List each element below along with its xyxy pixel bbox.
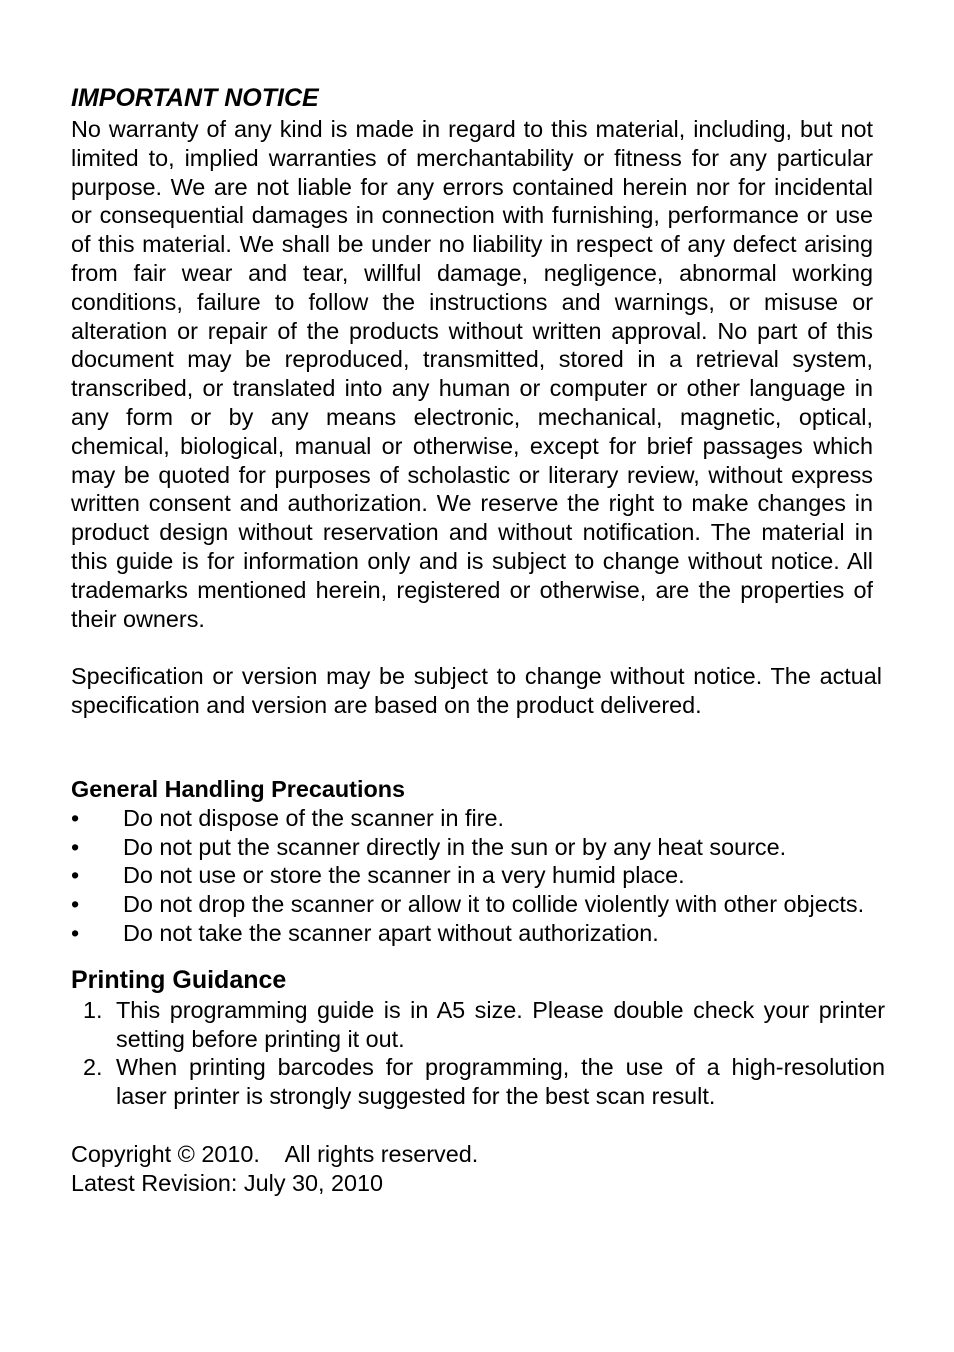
bullet-icon: •	[71, 919, 80, 946]
bullet-icon: •	[71, 891, 80, 918]
list-item-text: Do not dispose of the scanner in fire.	[123, 804, 504, 831]
list-item-text: Do not drop the scanner or allow it to collide violently with other objects.	[123, 891, 865, 918]
notice-body: No warranty of any kind is made in regard to this material, including, but not limited to, implied warranties of merchantability or fitness for any particular purpose. We are not liable for any errors contained herein nor for incidental or consequential damages in connection with furnishing, performance or use of this material. We shall be under no liability in respect of any defect arising from fair wear and tear, willful damage, negligence, abnormal working conditions, failure to follow the instructions and warnings, or misuse or alteration or repair of the products without written approval. No part of this document may be reproduced, transmitted, stored in a retrieval system, transcribed, or translated into any human or computer or other language in any form or by any means electronic, mechanical, magnetic, optical, chemical, biological, manual or otherwise, except for brief passages which may be quoted for purposes of scholastic or literary review, without express written consent and authorization. We reserve the right to make changes in product design without reservation and without notification. The material in this guide is for information only and is subject to change without notice. All trademarks mentioned herein, registered or otherwise, are the properties of their owners.	[71, 116, 873, 632]
copyright-text: Copyright © 2010. All rights reserved.	[71, 1140, 479, 1167]
list-item	[71, 1053, 885, 1111]
bullet-icon: •	[71, 833, 80, 860]
handling-list	[71, 804, 885, 948]
notice-title: IMPORTANT NOTICE	[71, 84, 319, 112]
bullet-icon: •	[71, 804, 80, 831]
list-item	[71, 890, 885, 919]
list-item	[71, 861, 885, 890]
bullet-icon: •	[71, 862, 80, 889]
list-item	[71, 919, 885, 948]
list-number: 2.	[83, 1054, 103, 1081]
list-item	[71, 804, 885, 833]
handling-heading: General Handling Precautions	[71, 775, 406, 802]
list-item-text: This programming guide is in A5 size. Please double check your printer setting before printing it out.	[116, 996, 885, 1052]
printing-list	[71, 996, 885, 1111]
list-item-text: Do not put the scanner directly in the sun or by any heat source.	[123, 833, 787, 860]
document-page	[71, 82, 885, 1198]
footer	[71, 1140, 873, 1198]
list-item-text: Do not take the scanner apart without authorization.	[123, 919, 659, 946]
list-number: 1.	[83, 996, 103, 1023]
list-item	[71, 996, 885, 1054]
list-item-text: When printing barcodes for programming, the use of a high-resolution laser printer is strongly suggested for the best scan result.	[116, 1054, 885, 1110]
printing-heading: Printing Guidance	[71, 965, 287, 994]
list-item-text: Do not use or store the scanner in a very humid place.	[123, 862, 685, 889]
spec-notice: Specification or version may be subject to change without notice. The actual specification and version are based on the product delivered.	[71, 663, 882, 719]
revision-text: Latest Revision: July 30, 2010	[71, 1169, 384, 1196]
list-item	[71, 833, 885, 862]
